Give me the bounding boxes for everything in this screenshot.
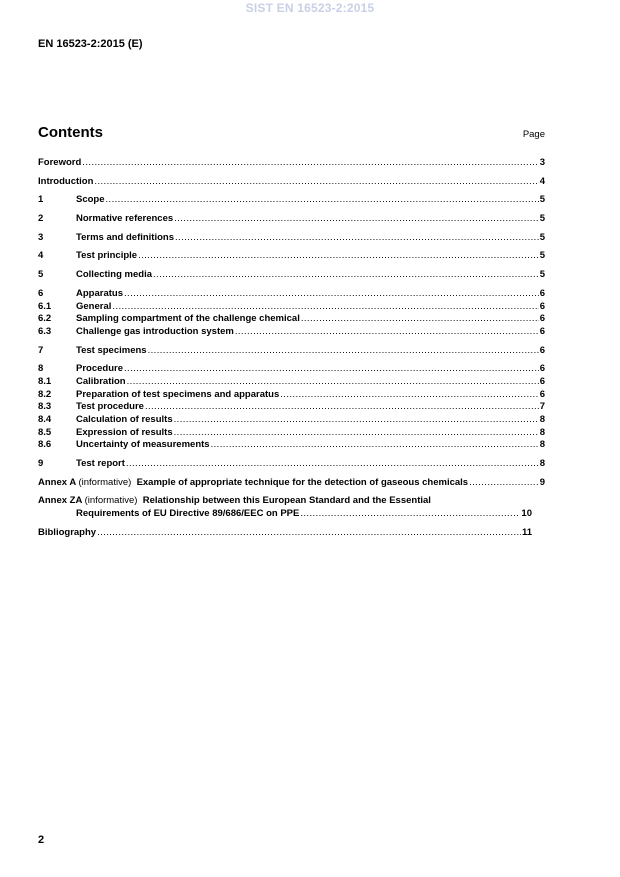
toc-entry-number: 1 xyxy=(38,194,44,206)
toc-entry-number: 8.3 xyxy=(38,401,52,413)
toc-entry-page: 8 xyxy=(539,426,545,438)
toc-entry-9[interactable] xyxy=(38,458,545,471)
toc-entry-number: 9 xyxy=(38,458,44,470)
toc-entry-page: 10 xyxy=(521,508,532,520)
toc-entry-page: 5 xyxy=(539,250,545,262)
toc-entry-title: Calculation of results xyxy=(76,414,173,425)
toc-entry-title: Calibration xyxy=(76,375,126,387)
toc-entry-number: 4 xyxy=(38,250,44,262)
annex-title-line-2: Requirements of EU Directive 89/686/EEC on PPE xyxy=(76,508,300,520)
toc-entry-7[interactable] xyxy=(38,345,545,358)
toc-entry-2[interactable] xyxy=(38,213,545,226)
toc-entry-page: 6 xyxy=(539,313,545,325)
toc-entry-title: General xyxy=(76,300,112,312)
toc-entry-annex-za[interactable] xyxy=(38,495,545,508)
toc-entry-title: Test procedure xyxy=(76,401,144,413)
toc-entry-number: 8.1 xyxy=(38,375,52,387)
toc-entry-title: Scope xyxy=(76,194,105,206)
table-of-contents xyxy=(38,157,545,540)
annex-title: Example of appropriate technique for the detection of gaseous chemicals xyxy=(136,476,469,488)
annex-title-line-1: Relationship between this European Standard and the Essential xyxy=(142,495,431,507)
toc-entry-8-3[interactable] xyxy=(38,401,545,414)
toc-entry-title: Test specimens xyxy=(76,344,147,356)
toc-entry-title: Apparatus xyxy=(76,287,123,299)
toc-entry-6-3[interactable] xyxy=(38,326,545,339)
toc-entry-bibliography[interactable] xyxy=(38,527,545,540)
toc-entry-8-6[interactable] xyxy=(38,439,545,452)
page-number: 2 xyxy=(38,834,45,846)
toc-entry-page: 5 xyxy=(539,231,545,243)
toc-entry-title: Introduction xyxy=(38,175,94,187)
toc-entry-number: 5 xyxy=(38,269,44,281)
toc-entry-title xyxy=(38,477,468,490)
toc-entry-1[interactable] xyxy=(38,194,545,207)
page-column-label: Page xyxy=(522,129,545,140)
toc-entry-title: Expression of results xyxy=(76,426,173,438)
toc-entry-page: 4 xyxy=(539,175,545,187)
toc-entry-5[interactable] xyxy=(38,269,545,282)
toc-entry-number: 6 xyxy=(38,287,44,299)
toc-entry-number: 6.3 xyxy=(38,325,52,337)
toc-entry-page: 8 xyxy=(539,414,545,425)
toc-entry-title: Preparation of test specimens and apparatus xyxy=(76,388,280,400)
toc-entry-8-5[interactable] xyxy=(38,427,545,440)
toc-entry-annex-a[interactable] xyxy=(38,477,545,490)
toc-entry-8-4[interactable] xyxy=(38,414,545,427)
toc-entry-page: 6 xyxy=(539,300,545,312)
toc-entry-number: 7 xyxy=(38,344,44,356)
toc-entry-title: Sampling compartment of the challenge chemical xyxy=(76,313,300,325)
toc-entry-number: 3 xyxy=(38,231,44,243)
watermark: SIST EN 16523-2:2015 xyxy=(245,1,375,15)
toc-entry-page: 6 xyxy=(539,375,545,387)
toc-entry-6-2[interactable] xyxy=(38,313,545,326)
toc-entry-number: 2 xyxy=(38,213,44,225)
toc-entry-number: 8.2 xyxy=(38,388,52,400)
toc-entry-page: 6 xyxy=(539,363,545,375)
toc-entry-page: 8 xyxy=(539,458,545,470)
toc-entry-number: 8 xyxy=(38,363,44,375)
toc-entry-page: 6 xyxy=(539,344,545,356)
toc-entry-page: 6 xyxy=(539,388,545,400)
toc-entry-page: 3 xyxy=(539,157,545,168)
toc-entry-title: Bibliography xyxy=(38,526,97,538)
toc-entry-number: 8.4 xyxy=(38,414,52,425)
toc-entry-title: Test principle xyxy=(76,250,138,262)
toc-entry-annex-za-continued[interactable] xyxy=(38,508,545,521)
toc-entry-foreword[interactable] xyxy=(38,157,545,170)
toc-entry-title: Procedure xyxy=(76,363,123,375)
toc-entry-page: 6 xyxy=(539,325,545,337)
toc-entry-title: Collecting media xyxy=(76,269,153,281)
annex-label: Annex ZA xyxy=(38,495,82,507)
toc-entry-8-1[interactable] xyxy=(38,376,545,389)
toc-entry-title: Test report xyxy=(76,458,125,470)
toc-entry-page: 11 xyxy=(521,526,532,538)
toc-entry-number: 8.5 xyxy=(38,426,52,438)
toc-entry-page: 6 xyxy=(539,287,545,299)
toc-entry-title: Uncertainty of measurements xyxy=(76,439,210,451)
toc-entry-title: Normative references xyxy=(76,213,174,225)
toc-entry-3[interactable] xyxy=(38,232,545,245)
toc-entry-8-2[interactable] xyxy=(38,389,545,402)
document-id: EN 16523-2:2015 (E) xyxy=(38,38,143,50)
toc-entry-page: 7 xyxy=(539,401,545,413)
annex-qualifier: (informative) xyxy=(84,495,138,507)
annex-qualifier: (informative) xyxy=(78,476,132,488)
toc-entry-title xyxy=(38,495,431,508)
toc-entry-number: 8.6 xyxy=(38,439,52,451)
toc-entry-8[interactable] xyxy=(38,363,545,376)
annex-label: Annex A xyxy=(38,476,76,488)
toc-entry-title: Challenge gas introduction system xyxy=(76,325,234,337)
toc-entry-page: 5 xyxy=(539,269,545,281)
toc-entry-number: 6.1 xyxy=(38,300,52,312)
toc-entry-6-1[interactable] xyxy=(38,301,545,314)
toc-entry-number: 6.2 xyxy=(38,313,52,325)
toc-entry-title: Foreword xyxy=(38,157,82,168)
toc-entry-page: 5 xyxy=(539,194,545,206)
contents-heading: Contents xyxy=(38,124,103,141)
toc-entry-4[interactable] xyxy=(38,250,545,263)
toc-entry-page: 5 xyxy=(539,213,545,225)
toc-entry-6[interactable] xyxy=(38,288,545,301)
toc-entry-introduction[interactable] xyxy=(38,176,545,189)
toc-entry-page: 8 xyxy=(539,439,545,451)
toc-entry-title: Terms and definitions xyxy=(76,231,175,243)
toc-entry-page: 9 xyxy=(539,476,545,488)
